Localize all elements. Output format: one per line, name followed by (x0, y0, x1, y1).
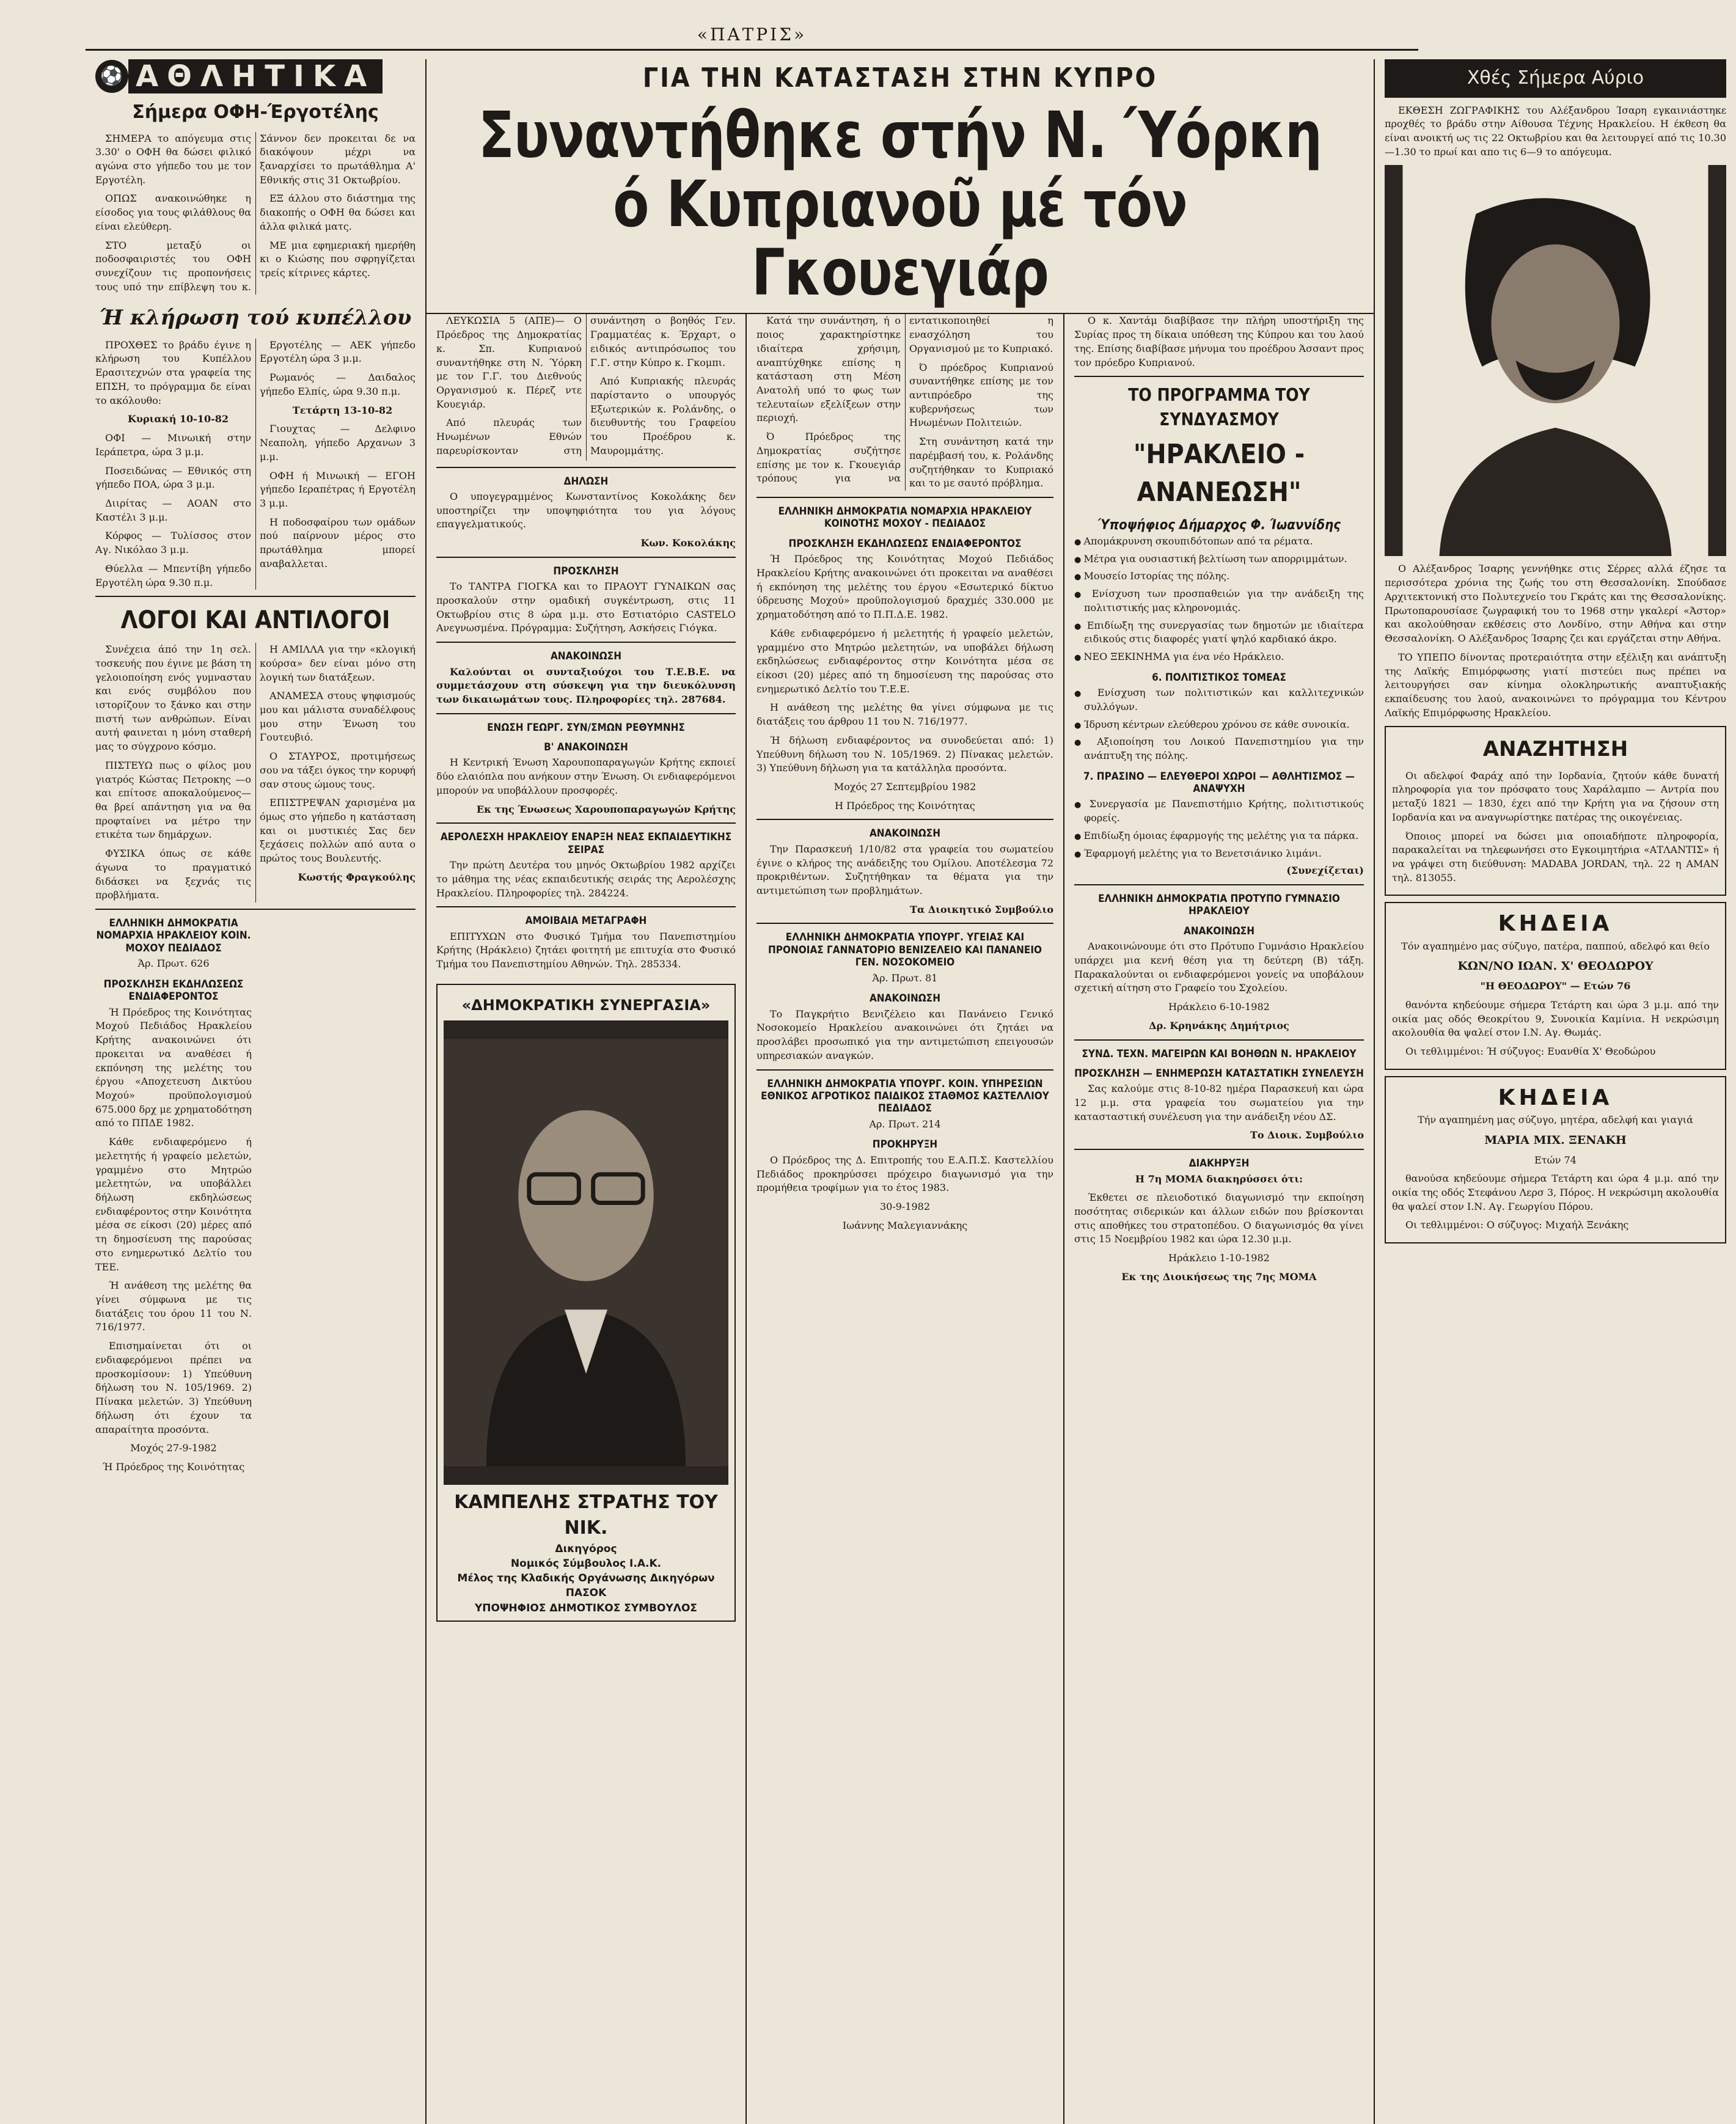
ann5-title: ΑΝΑΚΟΙΝΩΣΗ (869, 992, 941, 1005)
dimsyn-box (436, 984, 736, 1622)
list-item: ● Ενίσχυση των προσπαθειών για την ανάδειξη της πολιτιστικής μας κληρονομιάς. (1074, 587, 1364, 615)
prosklisi-text: Το ΤΑΝΤΡΑ ΓΙΟΓΚΑ και το ΠΡΑΟΥΤ ΓΥΝΑΙΚΩΝ σας προσκαλούν στην ομαδική συγκέντρωση, στις 11 Οκτωβρίου στις 8 ώρα μ.μ. στο Εστιατόριο CASTELO Ανεγνωσμένα. Πρόγραμμα: Συζήτηση, Ασκήσεις Γιόγκα. (436, 580, 736, 634)
right-column (1374, 59, 1736, 2124)
sports-para: ΣΗΜΕΡΑ το απόγευμα στις 3.30' ο ΟΦΗ θα δώσει φιλικό αγώνα στο γήπεδο του με τον Εργοτέλη. (95, 132, 251, 186)
ann6-text: Ο Πρόεδρος της Δ. Επιτροπής του Ε.Α.Π.Σ. Καστελλίου Πεδιάδος προκηρύσσει πρόχειρο διαγωνισμό για την προμήθεια τροφίμων για το έτος 1983. (756, 1154, 1053, 1194)
ann2-title: ΑΝΑΚΟΙΝΩΣΗ (869, 827, 941, 840)
ann2-sig: Τα Διοικητικό Συμβούλιο (910, 903, 1053, 915)
logoi-para: ΠΙΣΤΕΥΩ πως ο φίλος μου γιατρός Κώστας Πετροκης —ο και επίτοσε αποκαλούμενος— θα βρεί απάντηση για να θα προφταίνει να μέτρο την ετικέτα των δημάρχων. (95, 759, 251, 841)
logoi-body (95, 643, 416, 903)
sports-para: ΕΞ άλλου στο διάστημα της διακοπής ο ΟΦΗ θα δώσει και άλλα φιλικά ματς. (260, 192, 416, 232)
list-item: ● Έφαρμογή μελέτης για το Βενετσιάνικο λιμάνι. (1074, 847, 1364, 861)
ann-para: Επισημαίνεται ότι οι ενδιαφερόμενοι πρέπει να προσκομίσουν: 1) Υπεύθυνη δήλωση του Ν. 105/1969. 2) Πίνακα μελετών. 3) Υπεύθυνη δήλωση ότι έχουν τα απαραίτητα προσόντα. (95, 1340, 252, 1435)
ann3-header: ΕΛΛΗΝΙΚΗ ΔΗΜΟΚΡΑΤΙΑ ΠΡΟΤΥΠΟ ΓΥΜΝΑΣΙΟ ΗΡΑΚΛΕΙΟΥ (1098, 893, 1340, 918)
list-item: ● Μέτρα για ουσιαστική βελτίωση των απορριμμάτων. (1074, 552, 1364, 566)
kedeia-intro: Τόν αγαπημένο μας σύζυγο, πατέρα, παππού, αδελφό και θείο (1401, 940, 1710, 952)
ann6-sig: Ιωάννης Μαλεγιαννάκης (842, 1219, 968, 1231)
logoi-headline: ΛΟΓΟΙ ΚΑΙ ΑΝΤΙΛΟΓΟΙ (120, 606, 390, 635)
ann3-text: Ανακοινώνουμε ότι στο Πρότυπο Γυμνάσιο Ηρακλείου υπάρχει μια κενή θέση για τη δεύτερη (Β) τάξη. Παρακαλούνται οι ενδιαφερόμενοι γονείς να υποβάλουν σχετική αίτηση στο Γραφείο του Σχολείου. (1074, 940, 1364, 994)
anak1-text: Καλούνται οι συνταξιούχοι του Τ.Ε.Β.Ε. να συμμετάσχουν στη σύσκεψη για την διευκόλυνση των δικαιωμάτων τους. Πληροφορίες τηλ. 287684. (436, 665, 736, 705)
kedeia-sig: Οι τεθλιμμένοι: Ή σύζυγος: Ευανθία Χ' Θεοδώρου (1405, 1046, 1656, 1058)
ann5-header: ΕΛΛΗΝΙΚΗ ΔΗΜΟΚΡΑΤΙΑ ΥΠΟΥΡΓ. ΥΓΕΙΑΣ ΚΑΙ ΠΡΟΝΟΙΑΣ ΓΑΝΝΑΤΟΡΙΟ ΒΕΝΙΖΕΛΕΙΟ ΚΑΙ ΠΑΝΑΝΕΙΟ ΓΕΝ. ΝΟΣΟΚΟΜΕΙΟ (767, 931, 1042, 969)
program-list (1074, 797, 1364, 860)
diak-sig: Εκ της Διοικήσεως της 7ης ΜΟΜΑ (1121, 1270, 1317, 1283)
anazitisi-box (1385, 726, 1726, 896)
sports-headline: Σήμερα ΟΦΗ-Έργοτέλης (132, 101, 379, 123)
sports-para: ΣΤΟ μεταξύ οι ποδοσφαιριστές του ΟΦΗ συνεχίζουν τις προπονήσεις τους υπό την επίβλεψη του κ. Σάννον δεν προκειται δε να διακόψουν μέχρι να ξαναρχίσει το πρωτάθλημα Α' Εθνικής στις 31 Οκτωβρίου. (95, 132, 416, 293)
masthead: «ΠΑΤΡΙΣ» (697, 24, 807, 45)
dimsyn-headline: «ΔΗΜΟΚΡΑΤΙΚΗ ΣΥΝΕΡΓΑΣΙΑ» (461, 996, 711, 1014)
cup-fixture: Θύελλα — Μπεντίβη γήπεδο Εργοτέλη ώρα 9.30 π.μ. (95, 562, 251, 588)
column-3 (745, 314, 1063, 2124)
cup-fixture: Ρωμανός — Δαιδαλος γήπεδο Ελπίς, ώρα 9.30 π.μ. (260, 372, 416, 397)
program-title: ΤΟ ΠΡΟΓΡΑΜΜΑ ΤΟΥ ΣΥΝΔΥΑΣΜΟΥ (1128, 385, 1310, 430)
ann3-title: ΑΝΑΚΟΙΝΩΣΗ (1183, 925, 1255, 937)
page-grid (86, 49, 1726, 2124)
list-item: ● Ίδρυση κέντρων ελεύθερου χρόνου σε κάθε συνοικία. (1074, 718, 1364, 732)
sports-column (86, 59, 425, 2124)
lead-para: Στη συνάντηση κατά την παρέμβασή του, κ. Ρολάνδης συζητήθηκαν το Κυπριακό και το με σαυτό πρόβλημα. (909, 436, 1053, 489)
lead-para: Ό πρόεδρος Κυπριανού συναντήθηκε επίσης με τον αντιπρόεδρο της κυβερνήσεως των Ηνωμένων Πολιτειών. (909, 361, 1053, 429)
column-2 (425, 314, 745, 2124)
list-item: ● Αξιοποίηση του Λοικού Πανεπιστημίου για την ανάπτυξη της πόλης. (1074, 735, 1364, 763)
logoi-para: ΕΠΙΣΤΡΕΨΑΝ χαρισμένα μα όμως στο γήπεδο η κατάσταση και οι μυστικιές Σας δεν ξεχάσεις πολλών από αυτα ο πρώτος τους Βουλευτής. (260, 797, 416, 865)
logoi-signature: Κωστής Φραγκούλης (298, 871, 416, 883)
divider (1074, 376, 1364, 377)
cup-fixture: ΟΦΙ — Μινωική στην Ιεράπετρα, ώρα 3 μ.μ. (95, 432, 251, 458)
sports-body (95, 132, 416, 295)
lead-para: Ο κ. Χαντάμ διαβίβασε την πλήρη υποστήριξη της Συρίας προς τη δίκαια υπόθεση της Κύπρου και του λαού της. Επίσης διαβίβασε μήνυμα του προέδρου Άσσαντ προς τον πρόεδρο Κυπριανού. (1074, 315, 1364, 368)
sports-para: ΜΕ μια εφημεριακή ημερήθη κι ο Κιώσης που σφρηγίζεται τρείς κίτρινες κάρτες. (260, 239, 416, 279)
kedeia-box-2 (1385, 1076, 1726, 1243)
left-announcement (95, 917, 252, 1474)
exhibition-intro: ΕΚΘΕΣΗ ΖΩΓΡΑΦΙΚΗΣ του Αλέξανδρου Ίσαρη εγκαινιάστηκε προχθές το βράδυ στην Αίθουσα Τέχνης Ηρακλείου. Η έκθεση θα είναι ανοικτή ως τις 22 Οκτωβρίου και θα λειτουργεί από τις 10.30—1.30 το πρωί και απο τις 6—9 το απόγευμα. (1385, 104, 1726, 158)
diak-sub: Η 7η ΜΟΜΑ διακηρύσσει ότι: (1135, 1173, 1303, 1185)
ann1-para: Η ανάθεση της μελέτης θα γίνει σύμφωνα με τις διατάξεις του άρθρου 11 του Ν. 716/1977. (756, 701, 1053, 728)
program-list (1074, 535, 1364, 664)
artist-bio: Ο Αλέξανδρος Ίσαρης γεννήθηκε στις Σέρρες αλλά έζησε τα περισσότερα χρόνια της ζωής του στη Θεσσαλονίκη. Σπούδασε Αρχιτεκτονική στο Πολυτεχνείο του Γκράτς και της Θεσσαλονίκης. Πρωτοπαρουσίασε ζωγραφική του το 1968 στην γκαλερί «Άστορ» και ακολούθησαν εκθέσεις στο Λονδίνο, στην Αθήνα και στην Θεσσαλονίκη. Ο Αλέξανδρος Ίσαρης ζει και εργάζεται στην Αθήνα. (1385, 563, 1726, 645)
aero-text: Την πρώτη Δευτέρα του μηνός Οκτωβρίου 1982 αρχίζει το μάθημα της νέας εκπαιδευτικής σειράς της Αερολέσχης Ηρακλείου. Πληροφορίες τηλ. 284224. (436, 859, 736, 899)
program-sec7: 7. ΠΡΑΣΙΝΟ — ΕΛΕΥΘΕΡΟΙ ΧΩΡΟΙ — ΑΘΛΗΤΙΣΜΟΣ — ΑΝΑΨΥΧΗ (1083, 770, 1355, 796)
cup-intro: ΠΡΟΧΘΕΣ το βράδυ έγινε η κλήρωση του Κυπέλλου Ερασιτεχνών στα γραφεία της ΕΠΣΗ, το πρόγραμμα δε είναι το ακόλουθο: (95, 339, 251, 406)
ann4-sig: Το Διοικ. Συμβούλιο (1250, 1129, 1364, 1141)
ann4-text: Σας καλούμε στις 8-10-82 ημέρα Παρασκευή και ώρα 12 μ.μ. στα γραφεία του σωματείου για την κατασταστική συνέλευση για την ανάδειξη νέου ΔΣ. (1074, 1083, 1364, 1122)
dilosi-text: Ο υπογεγραμμένος Κωνσταντίνος Κοκολάκης δεν υποστηρίζει την υποψηφιότητα του για λόγους επαγγελματικούς. (436, 490, 736, 530)
divider (756, 497, 1053, 498)
sports-logo (95, 59, 416, 93)
lead-headline-block (425, 59, 1374, 314)
list-item: ● Επιδίωξη όμοιας έφαρμογής της μελέτης για τα πάρκα. (1074, 829, 1364, 843)
prosklisi-title: ΠΡΟΣΚΛΗΣΗ (553, 565, 619, 577)
divider (436, 642, 736, 643)
ann5-ref: Άρ. Πρωτ. 81 (872, 972, 938, 984)
kedeia-sig: Οι τεθλιμμένοι: Ο σύζυγος: Μιχαήλ Ξενάκης (1405, 1219, 1629, 1231)
cup-day1-title: Κυριακή 10-10-82 (128, 413, 229, 425)
lead-body-b (756, 314, 1053, 491)
logoi-para: Συνέχεια άπό την 1η σελ. τοσκευής που έγινε με βάση τη γελοιοποίηση ενός γυμνασταυ και ενός συμβόλου που ιστορίζουν το ξάνκο και στην πιστή των ανθρώπων. Είναι αυτή φαινεται η μόνη σταθερή μας το σύγχρονο κόσμο. (95, 643, 251, 753)
ann3-date: Ηράκλειο 6-10-1982 (1168, 1001, 1270, 1013)
kedeia-text: θανούσα κηδεύουμε σήμερα Τετάρτη και ώρα 4 μ.μ. από την οικία της οδός Στεφάνου Λερσ 3, Πόρος. Η νεκρώσιμη ακολουθία θα ψαλεί στον Ι.Ν. Αγ. Γεωργίου Πόρου. (1392, 1173, 1719, 1212)
lead-para: Ό Πρόεδρος της Δημοκρατίας συζήτησε επίσης με τον κ. Γκουεγιάρ τρόπους για να εντατικοποιηθεί η ενασχόληση του Οργανισμού με το Κυπριακό. (756, 315, 1053, 485)
lead-para: Κατά την συνάντηση, ή ο ποιος χαρακτηρίστηκε ιδιαίτερα χρήσιμη, αναπτύχθηκε επίσης η κατάσταση στη Μέση Ανατολή υπό το φως των τελευταίων εξελίξεων στην περιοχή. (756, 315, 901, 424)
ann-sig: Ή Πρόεδρος της Κοινότητας (102, 1460, 245, 1473)
candidate-role: Νομικός Σύμβουλος Ι.Α.Κ. (510, 1558, 662, 1570)
ann6-header: ΕΛΛΗΝΙΚΗ ΔΗΜΟΚΡΑΤΙΑ ΥΠΟΥΡΓ. ΚΟΙΝ. ΥΠΗΡΕΣΙΩΝ ΕΘΝΙΚΟΣ ΑΓΡΟΤΙΚΟΣ ΠΑΙΔΙΚΟΣ ΣΤΑΘΜΟΣ ΚΑΣΤΕΛΛΙΟΥ ΠΕΔΙΑΔΟΣ (761, 1077, 1049, 1115)
divider (436, 713, 736, 714)
lead-body-a (436, 314, 736, 460)
lead-headline-line2: ό Κυπριανοῦ μέ τόν Γκουεγιάρ (613, 166, 1187, 310)
cup-fixture: Ποσειδώνας — Εθνικός στη γήπεδο ΠΟΑ, ώρα 3 μ.μ. (95, 464, 251, 491)
list-item: ● Απομάκρυνση σκουπιδότοπων από τα ρέματα. (1074, 535, 1364, 549)
divider (1074, 1149, 1364, 1150)
candidate-portrait-icon (444, 1020, 728, 1485)
kedeia-name: ΚΩΝ/ΝΟ ΙΩΑΝ. Χ' ΘΕΟΔΩΡΟΥ (1457, 959, 1654, 973)
anazitisi-title: ΑΝΑΖΗΤΗΣΗ (1482, 737, 1628, 762)
kedeia-title: ΚΗΔΕΙΑ (1498, 911, 1613, 937)
football-icon: ⚽ (95, 60, 128, 93)
divider (436, 822, 736, 824)
cup-fixture: Γιουχτας — Δελφινο Νεαπολη, γήπεδο Αρχανων 3 μ.μ. (260, 423, 416, 463)
candidate-role: Μέλος της Κλαδικής Οργάνωσης Δικηγόρων ΠΑΣΟΚ (457, 1572, 715, 1600)
cup-fixture: Κόρφος — Τυλίσσος στον Αγ. Νικόλαο 3 μ.μ. (95, 530, 251, 556)
amoivaia-title: ΑΜΟΙΒΑΙΑ ΜΕΤΑΓΡΑΦΗ (525, 915, 647, 928)
divider (756, 1069, 1053, 1071)
program-candidate: Ύποψήφιος Δήμαρχος Φ. Ίωαννίδης (1097, 517, 1341, 533)
lead-headline-line1: Συναντήθηκε στήν Ν. Ύόρκη (478, 98, 1322, 173)
lead-kicker: ΓΙΑ ΤΗΝ ΚΑΤΑΣΤΑΣΗ ΣΤΗΝ ΚΥΠΡΟ (642, 62, 1158, 93)
divider (756, 923, 1053, 924)
list-item: ● Μουσείο Ιστορίας της πόλης. (1074, 569, 1364, 584)
ann6-title: ΠΡΟΚΗΡΥΞΗ (872, 1138, 938, 1151)
kedeia-title: ΚΗΔΕΙΑ (1498, 1085, 1613, 1110)
column-4 (1063, 314, 1374, 2124)
sports-logo-text: ΑΘΛΗΤΙΚΑ (128, 59, 383, 93)
logoi-para: Ο ΣΤΑΥΡΟΣ, προτιμήσεως σου να τάξει όγκος την κορυφή σαν στους ώμους τους. (260, 750, 416, 790)
divider (436, 467, 736, 468)
diak-text: Έκθετει σε πλειοδοτικό διαγωνισμό την εκποίηση ποσότητας σιδερικών και άλλων ειδών που βρίσκονται στις αποθήκες του στρατοπέδου. Ο διαγωνισμός θα γίνει στις 15 Νοεμβρίου 1982 και ώρα 12.30 μ.μ. (1074, 1192, 1364, 1245)
kedeia-box-1 (1385, 902, 1726, 1069)
ann6-ref: Αρ. Πρωτ. 214 (869, 1118, 941, 1130)
list-item: ● Επιδίωξη της συνεργασίας των δημοτών με ιδιαίτερα ειδικούς στις διαφορές γιατί ψηλό καρδιακό άκρο. (1074, 619, 1364, 646)
ann1-para: Ή δήλωση ενδιαφέροντος να συνοδεύεται από: 1) Υπεύθυνη δήλωση του Ν. 105/1969. 2) Πίνακας μελετών. 3) Υπεύθυνη δήλωση για τα κατάλληλα προσόντα. (756, 734, 1053, 774)
ann1-para: Ή Πρόεδρος της Κοινότητας Μοχού Πεδιάδος Ηρακλείου Κρήτης ανακοινώνει ότι προκειται να αναθέσει ή εκπόνηση της μελέτης του έργου «Εσωτερικό δίκτυο ύδρευσης Μοχού» προϋπολογισμού δραχμές 330.000 με χρηματοδότηση από το Π.Π.Δ.Ε. 1982. (756, 553, 1053, 621)
dilosi-sig: Κων. Κοκολάκης (640, 537, 736, 549)
candidate-photo (444, 1020, 728, 1485)
cup-fixture: Εργοτέλης — ΑΕΚ γήπεδο Εργοτέλη ώρα 3 μ.μ. (260, 339, 416, 365)
section-banner: Χθές Σήμερα Αύριο (1385, 59, 1726, 98)
aero-title: ΑΕΡΟΛΕΣΧΗ ΗΡΑΚΛΕΙΟΥ ΕΝΑΡΞΗ ΝΕΑΣ ΕΚΠΑΙΔΕΥΤΙΚΗΣ ΣΕΙΡΑΣ (440, 831, 732, 856)
cup-fixture: Διιρίτας — ΑΟΑΝ στο Καστέλι 3 μ.μ. (95, 497, 251, 523)
cup-body (95, 339, 416, 590)
enosi-title: ΕΝΩΣΗ ΓΕΩΡΓ. ΣΥΝ/ΣΜΩΝ ΡΕΘΥΜΝΗΣ (487, 721, 685, 734)
enosi-sig: Εκ της Ένωσεως Χαρουποπαραγωγών Κρήτης (476, 803, 736, 815)
program-list (1074, 686, 1364, 763)
ann1-date: Μοχός 27 Σεπτεμβρίου 1982 (833, 780, 976, 793)
enosi-sub: Β' ΑΝΑΚΟΙΝΩΣΗ (544, 741, 628, 754)
ann-para: Ή Πρόεδρος της Κοινότητας Μοχού Πεδιάδος Ηρακλείου Κρήτης ανακοινώνει ότι προκειται να αναθέσει ή εκπόνηση της μελέτης του έργου «Αποχετευση Δικτύου Μοχού» προϋπολογισμού 675.000 δρχ με χρηματοδότηση από το ΠΠΔΕ 1982. (95, 1006, 252, 1129)
program-header (1074, 383, 1364, 535)
candidate-role: ΥΠΟΨΗΦΙΟΣ ΔΗΜΟΤΙΚΟΣ ΣΥΜΒΟΥΛΟΣ (474, 1602, 698, 1614)
list-item: ● Συνεργασία με Πανεπιστήμιο Κρήτης, πολιτιστικούς φορείς. (1074, 797, 1364, 825)
candidate-role: Δικηγόρος (555, 1543, 617, 1556)
divider (95, 909, 416, 910)
ann4-title: ΠΡΟΣΚΛΗΣΗ — ΕΝΗΜΕΡΩΣΗ ΚΑΤΑΣΤΑΤΙΚΗ ΣΥΝΕΛΕΥΣΗ (1074, 1067, 1364, 1080)
anazitisi-text: Οι αδελφοί Φαράχ από την Ιορδανία, ζητούν κάθε δυνατή πληροφορία για τον πρόσφατο τους Χαράλαμπο — Αντρία που μεταξύ 1821 — 1830, έχει από την Κρήτη για να ζήσουν στη Ιορδανία και να αναγνωρίστηκε πατέρας της οικογένειας. (1392, 769, 1719, 823)
cup-headline: Ή κλήρωση τού κυπέλλου (99, 305, 412, 330)
cup-fixture: ΟΦΗ ή Μινωική — ΕΓΟΗ γήπεδο Ιεραπέτρας ή Εργοτέλη 3 μ.μ. (260, 469, 416, 509)
kedeia-age: Ετών 74 (1534, 1154, 1577, 1166)
divider (436, 557, 736, 558)
candidate-name: ΚΑΜΠΕΛΗΣ ΣΤΡΑΤΗΣ ΤΟΥ ΝΙΚ. (454, 1491, 718, 1539)
artist-portrait-icon (1385, 165, 1726, 556)
diak-date: Ηράκλειο 1-10-1982 (1168, 1252, 1270, 1264)
divider (95, 596, 416, 597)
ann5-text: Το Παγκρήτιο Βενιζέλειο και Πανάνειο Γενικό Νοσοκομείο Ηρακλείου ανακοινώνει ότι ζητάει να προσλάβει προσωπικό για την αντιμετώπιση επειγουσών υπηρεσιακών αναγκών. (756, 1008, 1053, 1061)
divider (1074, 884, 1364, 885)
kedeia-text: θανόντα κηδεύουμε σήμερα Τετάρτη και ώρα 3 μ.μ. από την οικία μας οδός Θεοκρίτου 9, Συνοικία Καμίνια. Η νεκρώσιμη ακολουθία θα ψαλεί στον Ι.Ν. Αγ. Θωμάς. (1392, 998, 1719, 1039)
cup-note: Η ποδοσφαίρου των ομάδων πού παίρνουν μέρος στο πρωτάθλημα μπορεί αναβαλλεται. (260, 516, 416, 569)
ann-title: ΠΡΟΣΚΛΗΣΗ ΕΚΔΗΛΩΣΕΩΣ ΕΝΔΙΑΦΕΡΟΝΤΟΣ (103, 978, 244, 1003)
ann2-text: Την Παρασκευή 1/10/82 στα γραφεία του σωματείου έγινε ο κλήρος της ανάδειξης του Ομίλου. Αποτέλεσμα 72 προκριθέντων. Συζητήθηκαν τα θέματα για την αντιμετώπιση των προβλημάτων. (756, 843, 1053, 896)
diak-title: ΔΙΑΚΗΡΥΞΗ (1188, 1157, 1250, 1170)
list-item: ● Ενίσχυση των πολιτιστικών και καλλιτεχνικών συλλόγων. (1074, 686, 1364, 714)
ann1-sig: Η Πρόεδρος της Κοινότητας (835, 799, 975, 811)
program-name: "ΗΡΑΚΛΕΙΟ - ΑΝΑΝΕΩΣΗ" (1133, 438, 1305, 508)
ann-para: Κάθε ενδιαφερόμενο ή μελετητής ή γραφείο μελετών, γραμμένο στο Μητρώο μελετητών, να υποβάλλει δήλωση εκδηλώσεως ενδιαφέροντος στην Κοινότητα μέσα σε είκοσι (20) μέρες από τη δημοσίευση της παρούσας στο ενημερωτικό Δελτίο του ΤΕΕ. (95, 1136, 252, 1273)
enosi-text: Η Κεντρική Ένωση Χαρουποπαραγωγών Κρήτης εκποιεί δύο ελαιόπλα που ανήκουν στην Ένωση. Οι ενδιαφερόμενοι μπορούν να υποβάλλουν προσφορές. (436, 756, 736, 796)
candidate-caption (444, 1490, 728, 1616)
program-cont: (Συνεχίζεται) (1286, 865, 1364, 877)
ann-ref: Άρ. Πρωτ. 626 (137, 958, 210, 970)
program-sec6: 6. ΠΟΛΙΤΙΣΤΙΚΟΣ ΤΟΜΕΑΣ (1152, 671, 1286, 684)
upepo-text: ΤΟ ΥΠΕΠΟ δίνοντας προτεραιότητα στην εξέλιξη και ανάπτυξη της Λαϊκής Επιμόρφωσης γιατί πιστεύει πως πρέπει να λειτουργήσει σαν κίνημα ολοκληρωτικής αναπτυξιακής εκπαίδευσης του λαού, ανακοινώνει το πρόγραμμα του Κέντρου Λαϊκής Επιμόρφωσης Ηρακλείου. (1385, 651, 1726, 719)
ann-header: ΕΛΛΗΝΙΚΗ ΔΗΜΟΚΡΑΤΙΑ ΝΟΜΑΡΧΙΑ ΗΡΑΚΛΕΙΟΥ ΚΟΙΝ. ΜΟΧΟΥ ΠΕΔΙΑΔΟΣ (96, 917, 251, 954)
ann6-date: 30-9-1982 (879, 1201, 931, 1212)
anak1-title: ΑΝΑΚΟΙΝΩΣΗ (550, 650, 622, 663)
divider (1074, 1039, 1364, 1041)
logoi-para: Η ΑΜΙΛΛΑ για την «κλογική κούρσα» δεν είναι μόνο στη λογική των διατάξεων. (260, 643, 416, 683)
logoi-para: ΑΝΑΜΕΣΑ στους ψηφισμούς μου και μάλιστα συναδέλφους μου στην Ένωση του Γουτευβιό. (260, 690, 416, 744)
lead-para: Από Κυπριακής πλευράς παρίσταντο ο υπουργός Εξωτερικών κ. Ρολάνδης, ο διευθυντής του Γραφείου του Προέδρου κ. Μαυρομμάτης. (590, 375, 736, 456)
ann-date: Μοχός 27-9-1982 (130, 1442, 217, 1454)
amoivaia-text: ΕΠΙΤΥΧΩΝ στο Φυσικό Τμήμα του Πανεπιστημίου Κρήτης (Ηράκλειο) ζητάει φοιτητή με επιτυχία στο Φυσικό Τμήμα του Πανεπιστημίου Αθηνών. Τηλ. 285334. (436, 930, 736, 970)
kedeia-intro: Τήν αγαπημένη μας σύζυγο, μητέρα, αδελφή και γιαγιά (1418, 1113, 1693, 1126)
ann3-sig: Δρ. Κρηνάκης Δημήτριος (1149, 1019, 1289, 1031)
ann1-para: Κάθε ενδιαφερόμενο ή μελετητής ή γραφείο μελετών, γραμμένο στο Μητρώο μελετητών, να υποβάλει δήλωση εκδηλώσεως ενδιαφέροντος στην Κοινότητα μέσα σε είκοσι (20) μέρες από τη δημοσίευση της παρούσας στο ενημερωτικό Δελτίο του Τ.Ε.Ε. (756, 627, 1053, 695)
anazitisi-text: Όποιος μπορεί να δώσει μια οποιαδήποτε πληροφορία, παρακαλείται να τηλεφωνήσει στο Εγκοιμητήρια «ΑΤΛΑΝΤΙΣ» ή να γράψει στη διεύθυνση: MADABA JORDAN, τηλ. 22 η AMAN τηλ. 813055. (1392, 830, 1719, 884)
cup-day2-title: Τετάρτη 13-10-82 (292, 404, 393, 416)
dilosi-title: ΔΗΛΩΣΗ (563, 475, 609, 488)
kedeia-name: ΜΑΡΙΑ ΜΙΧ. ΞΕΝΑΚΗ (1484, 1133, 1627, 1147)
lead-para: ΛΕΥΚΩΣΙΑ 5 (ΑΠΕ)— Ο Πρόεδρος της Δημοκρατίας κ. Σπ. Κυπριανού συναντήθηκε στη Ν. Ύόρκη με τον Γ.Γ. του Διεθνούς Οργανισμού κ. Πέρεζ ντε Κουεγιάρ. (436, 315, 582, 410)
list-item: ● ΝΕΟ ΞΕΚΙΝΗΜΑ για ένα νέο Ηράκλειο. (1074, 650, 1364, 664)
lead-para: Από πλευράς των Ηνωμένων Εθνών παρευρίσκονταν στη συνάντηση ο βοηθός Γεν. Γραμματέας κ. Έρχαρτ, ο ειδικός αντιπρόσωπος του Γ.Γ. στην Κύπρο κ. Γκομπι. (436, 315, 736, 456)
kedeia-alias: "Η ΘΕΟΔΩΡΟΥ" — Ετών 76 (1480, 980, 1631, 992)
sports-para: ΟΠΩΣ ανακοινώθηκε η είσοδος για τους φιλάθλους θα είναι ελεύθερη. (95, 192, 251, 232)
ann4-header: ΣΥΝΔ. ΤΕΧΝ. ΜΑΓΕΙΡΩΝ ΚΑΙ ΒΟΗΘΩΝ Ν. ΗΡΑΚΛΕΙΟΥ (1082, 1047, 1357, 1060)
divider (436, 906, 736, 907)
logoi-para: ΦΥΣΙΚΑ όπως σε κάθε άγωνα το πραγματικό διδάσκει να ξεχνάς τις προβλήματα. (95, 848, 251, 901)
ann1-title: ΠΡΟΣΚΛΗΣΗ ΕΚΔΗΛΩΣΕΩΣ ΕΝΔΙΑΦΕΡΟΝΤΟΣ (788, 537, 1022, 550)
artist-photo (1385, 165, 1726, 556)
ann1-header: ΕΛΛΗΝΙΚΗ ΔΗΜΟΚΡΑΤΙΑ ΝΟΜΑΡΧΙΑ ΗΡΑΚΛΕΙΟΥ ΚΟΙΝΟΤΗΣ ΜΟΧΟΥ - ΠΕΔΙΑΔΟΣ (778, 505, 1032, 530)
divider (756, 819, 1053, 820)
ann-para: Ή ανάθεση της μελέτης θα γίνει σύμφωνα με τις διατάξεις του όρου 11 του Ν. 716/1977. (95, 1280, 252, 1333)
